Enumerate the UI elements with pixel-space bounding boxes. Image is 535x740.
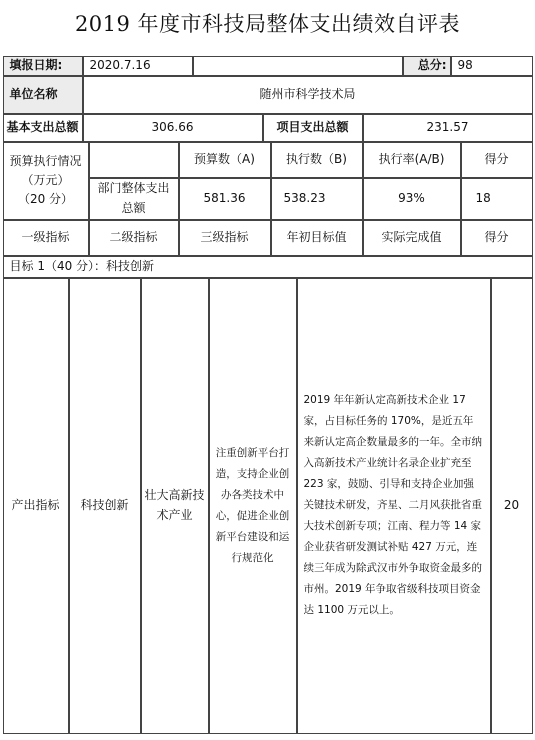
col-score-header: 得分 bbox=[461, 142, 533, 178]
dept-exec-value: 538.23 bbox=[271, 178, 363, 220]
header-level3: 三级指标 bbox=[179, 220, 271, 256]
fill-date-label: 填报日期: bbox=[3, 56, 83, 76]
project-expenditure-value: 231.57 bbox=[363, 114, 533, 142]
dept-budget-value: 581.36 bbox=[179, 178, 271, 220]
header-target: 年初目标值 bbox=[271, 220, 363, 256]
row-target: 注重创新平台打造，支持企业创办各类技术中心，促进企业创新平台建设和运行规范化 bbox=[209, 278, 297, 734]
col-exec-header: 执行数（B) bbox=[271, 142, 363, 178]
budget-header-blank bbox=[89, 142, 179, 178]
col-budget-header: 预算数（A) bbox=[179, 142, 271, 178]
dept-score-value: 18 bbox=[461, 178, 533, 220]
page-title: 2019 年度市科技局整体支出绩效自评表 bbox=[74, 12, 461, 36]
goal-label: 目标 1（40 分）：科技创新 bbox=[3, 256, 533, 278]
dept-total-label: 部门整体支出总额 bbox=[89, 178, 179, 220]
total-score-label: 总分: bbox=[403, 56, 451, 76]
project-expenditure-label: 项目支出总额 bbox=[263, 114, 363, 142]
header-actual: 实际完成值 bbox=[363, 220, 461, 256]
row-actual: 2019 年年新认定高新技术企业 17 家，占目标任务的 170%，是近五年来新认定高企数量最多的一年。全市纳入高新技术产业统计名录企业扩充至 223 家，鼓励、引导和支持企业加强关键技术研发，齐星、二月风获批省重大技术创新专项；江南、程力等 14 家企业获省研发测试补贴 427 万元，连续三年成为除武汉市外争取资金最多的市州。2019 年争取省级科技项目资金达 1100 万元以上。 bbox=[297, 278, 491, 734]
basic-expenditure-value: 306.66 bbox=[83, 114, 263, 142]
budget-label-line2: （万元） bbox=[21, 172, 70, 187]
budget-label-line1: 预算执行情况 bbox=[9, 153, 82, 168]
row-score: 20 bbox=[491, 278, 533, 734]
basic-expenditure-label: 基本支出总额 bbox=[3, 114, 83, 142]
row-level1: 产出指标 bbox=[3, 278, 69, 734]
budget-execution-label bbox=[3, 142, 89, 220]
blank-cell bbox=[193, 56, 403, 76]
budget-label-line3: （20 分） bbox=[17, 192, 74, 207]
header-score: 得分 bbox=[461, 220, 533, 256]
header-level2: 二级指标 bbox=[89, 220, 179, 256]
total-score-value: 98 bbox=[451, 56, 533, 76]
dept-rate-value: 93% bbox=[363, 178, 461, 220]
unit-name-value: 随州市科学技术局 bbox=[83, 76, 533, 114]
fill-date-value: 2020.7.16 bbox=[83, 56, 193, 76]
col-rate-header: 执行率(A/B) bbox=[363, 142, 461, 178]
header-level1: 一级指标 bbox=[3, 220, 89, 256]
row-level2: 科技创新 bbox=[69, 278, 141, 734]
unit-name-label: 单位名称 bbox=[3, 76, 83, 114]
row-level3: 壮大高新技术产业 bbox=[141, 278, 209, 734]
